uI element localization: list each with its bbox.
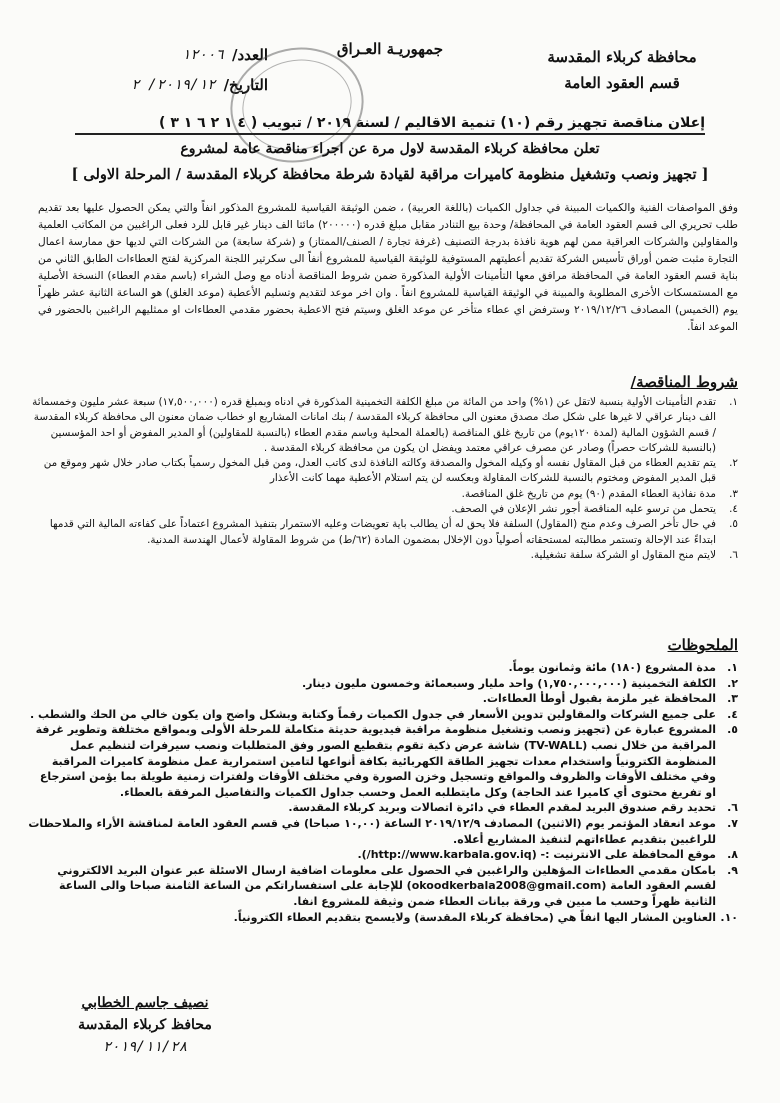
terms-heading: شروط المناقصة/: [630, 373, 738, 391]
governorate-title: محافظة كربلاء المقدسة: [547, 48, 697, 66]
issuer-block: [502, 44, 742, 96]
note-item-text: العناوين المشار اليها انفاً هي (محافظة كربلاء المقدسة) ولايسمح بتقديم العطاء الكترونياً.: [233, 910, 716, 924]
note-item-number: ١٠.: [720, 910, 738, 924]
note-item-number: ٥.: [727, 723, 738, 737]
note-item: [28, 660, 738, 676]
note-item-number: ٤.: [727, 707, 738, 721]
note-item-text: موعد انعقاد المؤتمر يوم (الاثنين) المصادف ٢٠١٩/١٢/٩ الساعة (١٠,٠٠ صباحا) في قسم العقود العامة لمناقشة الأراء والملاحظات للراغبين بتقديم عطاءاتهم لتنفيذ المشاريع أعلاه.: [28, 816, 716, 846]
signatory-role: محافظ كربلاء المقدسة: [78, 1017, 212, 1033]
term-item: [30, 548, 738, 563]
note-item: [28, 816, 738, 847]
date-value: ٢٠١٩/١٢/ ٢: [131, 77, 216, 93]
note-item: [28, 722, 738, 800]
department-name: قسم العقود العامة: [564, 74, 680, 92]
note-item: [28, 691, 738, 707]
term-item-number: ٥.: [729, 518, 738, 531]
note-item-number: ٦.: [727, 801, 738, 815]
term-item: [30, 502, 738, 517]
term-item-text: مدة نفاذية العطاء المقدم (٩٠) يوم من تاريخ غلق المناقصة.: [461, 487, 716, 500]
note-item: [28, 707, 738, 723]
note-item-text: الكلفة التخمينية (١,٧٥٠,٠٠٠,٠٠٠) واحد مليار وسبعمائة وخمسون مليون دينار.: [301, 676, 716, 690]
term-item: [30, 487, 738, 502]
signature-date: ٢٠١٩/١١/٢٨: [102, 1039, 188, 1055]
term-item: [30, 395, 738, 456]
number-label: العدد/: [231, 46, 268, 64]
note-item-number: ٢.: [727, 676, 738, 690]
note-item: [28, 800, 738, 816]
note-item-text: المشروع عبارة عن (تجهيز ونصب وتشغيل منظومة مراقبة فيديوية حديثة متكاملة للمرحلة الأولى وبمواقع مختلفة وتطوير غرفة المراقبة من خلال نصب (TV-WALL) شاشة عرض ذكية تقوم بتقطيع الصور وفق المتطلبات ونصب سيرفرات لتنظيم عمل المنظومة الكترونياً واستخدام معدات تجهيز الطاقة الكهربائية بكافة أنواعها لتامين استمرارية عمل منظومة كاميرات المراقبة وفي مختلف الأوقات والظروف والمواقع وتسجيل وخزن الصورة وفي مختلف الأوقات ولفترات زمنية طويلة بما يؤمن استرجاع او تفريغ محتوى أي كاميرا عند الحاجة) وكل مايتطلبه العمل وحسب جداول الكميات والتفاصيل المرفقة بالعطاء.: [35, 723, 716, 799]
term-item-text: يتحمل من ترسو عليه المناقصة أجور نشر الإعلان في الصحف.: [451, 503, 716, 516]
intro-paragraph: وفق المواصفات الفنية والكميات المبينة في جداول الكميات (باللغة العربية) ، ضمن الوثيقة القياسية للمشروع المذكور انفاً والتي يمكن الحصول عليها بعد تقديم طلب تحريري الى قسم العقود العامة في المحافظة/ وحدة بيع التنادر مقابل مبلغ قدره (٢٠٠٠٠٠) مائتا الف دينار غير قابل للرد فعلى الراغبين من المكاتب العلمية والمقاولين والشركات العراقية ممن لهم هوية نافذة بدرجة التصنيف (غرفة تجارة / الصنف/الممتاز) و (شركة سابعة) من الشركات التي لديها حق ممارسة اعمال التجارة مثبت ضمن أوراق تأسيس الشركة تقديم أعطيتهم المستوفية للوثيقة القياسية للمشروع أنفاً الى سكرتير اللجنة المركزية لفتح العطاءات الطابق الثاني من بناية قسم العقود العامة في المحافظة مرافق معها التأمينات الأولية المذكورة ضمن شروط المناقصة أدناه مع وصل الشراء (باسم مقدم العطاء) النسخة الأصلية مع المستمسكات الأخرى المطلوبة والمبينة في الوثيقة القياسية للمشروع انفاً . وان اخر موعد لتقديم وتسليم الأعطية (موعد الغلق) هو الساعة الثانية عشر ظهراً يوم (الخميس) المصادف ٢٠١٩/١٢/٢٦ وسترفض اي عطاء متأخر عن موعد الغلق وسيتم فتح الاعطية بحضور مقدمي العطاءات او ممثليهم الراغبين بالحضور في الموعد انفاً.: [38, 202, 738, 333]
note-item-number: ١.: [727, 661, 738, 674]
note-item-text: على جميع الشركات والمقاولين تدوين الأسعار في جدول الكميات رقماً وكتابة وبشكل واضح وان يكون خالي من الحك والشطب .: [30, 707, 716, 721]
note-item: [28, 863, 738, 910]
term-item-text: في حال تأخر الصرف وعدم منح (المقاول) السلفة فلا يحق له أن يطالب باية تعويضات وعليه الاستمرار بتنفيذ المشروع اعتماداً على كفاءته المالية التي قدمها ابتداءً عند الإحالة وتستمر مطالبته لمستحقاته أصولياً دون الإخلال بمضمون المادة (٦٢/ط) من شروط المقاولة لأعمال الهندسة المدنية.: [49, 518, 716, 546]
term-item-text: تقدم التأمينات الأولية بنسبة لاتقل عن (١%) واحد من المائة من مبلغ الكلفة التخمينية المذكورة في ادناه وبمبلغ قدره (١٧,٥٠٠,٠٠٠) سبعة عشر مليون وخمسمائة الف دينار عراقي لا غيرها على شكل صك مصدق معنون الى محافظة كربلاء المقدسة / بنك امانات المشاريع او خطاب ضمان معنون الى محافظة كربلاء المقدسة / قسم الشؤون المالية (لمدة ١٢٠يوم) من تاريخ غلق المناقصة (بالعملة المحلية وباسم مقدم العطاء (بالنسبة للمقاولين) أو المدير المفوض أو احد المؤسسين (بالنسبة للشركات حصراً) وصادر عن مصرف عراقي معتمد ويفضل ان يكون من محافظة كربلاء المقدسة .: [32, 396, 716, 454]
term-item-number: ٤.: [729, 503, 738, 516]
term-item-number: ٦.: [729, 548, 738, 561]
note-item-text: تحديد رقم صندوق البريد لمقدم العطاء في دائرة اتصالات وبريد كربلاء المقدسة.: [288, 801, 716, 815]
term-item-text: لايتم منح المقاول او الشركة سلفة تشغيلية.: [530, 548, 716, 561]
note-item-number: ٨.: [727, 848, 738, 862]
term-item: [30, 456, 738, 487]
note-item: [28, 910, 738, 926]
notes-list: [28, 660, 740, 925]
tender-announcement: تعلن محافظة كربلاء المقدسة لاول مرة عن اجراء مناقصة عامة لمشروع: [180, 141, 600, 157]
note-item-text: المحافظة غير ملزمة بقبول أوطأ العطاءات.: [482, 692, 716, 706]
signatory-name: نصيف جاسم الخطابي: [81, 995, 209, 1011]
term-item-number: ٣.: [729, 487, 738, 500]
tender-title: إعلان مناقصة تجهيز رقم (١٠) تنمية الاقاليم / لسنة ٢٠١٩ / تبويب ( ٤ ١ ٢ ٦ ١ ٣ ): [75, 115, 705, 135]
note-item: [28, 847, 738, 863]
note-item-text: مدة المشروع (١٨٠) مائة وثمانون يوماً.: [508, 661, 716, 674]
term-item-number: ١.: [729, 396, 738, 408]
notes-heading: الملحوظات: [667, 636, 738, 654]
note-item-text: موقع المحافظة على الانترنيت :- (http://www.karbala.gov.iq/).: [357, 848, 716, 862]
term-item-number: ٢.: [729, 457, 738, 470]
number-value: ١٢٠٠٦: [181, 47, 224, 63]
note-item-number: ٩.: [727, 863, 738, 877]
terms-list: [30, 395, 740, 563]
signature-block: [45, 992, 245, 1058]
note-item-number: ٣.: [727, 692, 738, 706]
date-label: التاريخ/: [223, 76, 268, 94]
note-item-text: بامكان مقدمي العطاءات المؤهلين والراغبين في الحصول على معلومات اضافية ارسال الاسئلة عبر عنوان البريد الالكتروني لقسم العقود العامة (okoodkerbala2008@gmail.com) للإجابة على استفساراتكم من الساعة الثامنة صباحا والى الساعة الثانية ظهراً وحسب ما مبين في ورقة بيانات العطاء ضمن وثيقة للمشروع انفا.: [57, 863, 716, 908]
term-item-text: يتم تقديم العطاء من قبل المقاول نفسه أو وكيله المخول والمصدقة وكالته النافذة لدى كاتب العدل، ومن قبل المخول رسمياً بكتاب صادر خلال شهر وموقع من قبل المدير المفوض ومختوم بالنسبة للشركات المقاولة وبعكسه لن يتم استلام الأعطية مهما كانت الأعذار: [43, 457, 716, 485]
term-item: [30, 517, 738, 548]
republic-title: جمهوريـة العـراق: [336, 40, 444, 58]
note-item-number: ٧.: [727, 816, 738, 830]
project-title: [ تجهيز ونصب وتشغيل منظومة كاميرات مراقبة لقيادة شرطة محافظة كربلاء المقدسة / المرحلة الاولى ]: [71, 166, 709, 183]
note-item: [28, 676, 738, 692]
